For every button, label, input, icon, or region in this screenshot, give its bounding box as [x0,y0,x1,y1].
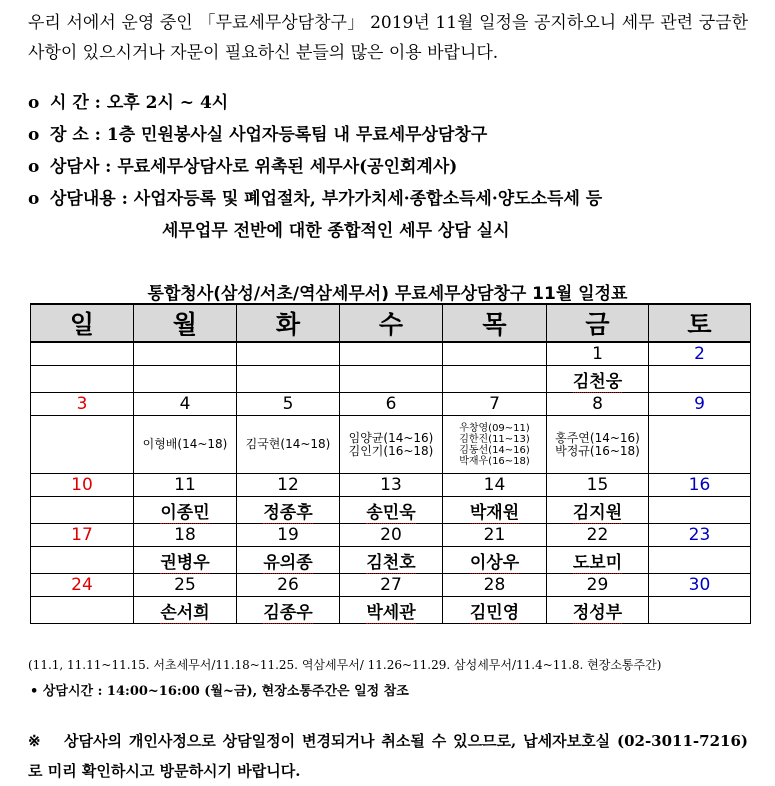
advisor-name: 김한진(11~13) [459,433,530,445]
header-tue: 화 [237,304,340,342]
bullet: o [28,125,40,145]
date-cell [31,342,134,366]
date-cell: 18 [134,524,237,547]
advisor-name: 김천호 [366,552,416,573]
consult-hours [30,680,409,699]
info-time [28,88,228,113]
header-fri: 금 [547,304,649,342]
name-cell [31,416,134,474]
notice [28,726,748,786]
week-2-date-row [31,393,751,416]
weekday-header-row [31,304,751,342]
advisor-name: 박재우(16~18) [459,455,530,467]
bullet: o [28,157,40,177]
name-cell [649,597,751,624]
date-cell [134,342,237,366]
name-cell [31,366,134,393]
advisor-name: 송민욱 [366,502,416,523]
time-text: 시 간 : 오후 2시 ~ 4시 [50,93,229,113]
date-cell [237,342,340,366]
name-cell [443,366,547,393]
name-cell [340,366,443,393]
date-cell: 22 [547,524,649,547]
name-cell [340,416,443,474]
advisor-name: 도보미 [572,552,623,573]
advisor-name: 김종우 [263,602,313,623]
name-cell [443,597,547,624]
week-1-date-row [31,342,751,366]
name-cell [547,497,649,524]
consult-hours-text: 상담시간 : 14:00~16:00 (월~금), 현장소통주간은 일정 참조 [42,684,409,699]
date-cell-saturday: 16 [649,474,751,497]
header-mon: 월 [134,304,237,342]
header-sat: 토 [649,304,751,342]
date-cell: 28 [443,574,547,597]
name-cell [340,547,443,574]
date-cell [443,342,547,366]
name-cell [31,547,134,574]
notice-text: 상담사의 개인사정으로 상담일정이 변경되거나 취소될 수 있으므로, 납세자보호실 (02-3011-7216)로 미리 확인하시고 방문하시기 바랍니다. [28,732,748,780]
date-cell: 12 [237,474,340,497]
week-4-date-row [31,524,751,547]
info-content-continued: 세무업무 전반에 대한 종합적인 세무 상담 실시 [162,221,510,241]
advisor-name: 박세관 [366,602,416,623]
name-cell [237,597,340,624]
advisor-name: 이종민 [160,502,210,523]
advisor-text: 상담사 : 무료세무상담사로 위촉된 세무사(공인회계사) [50,157,458,177]
date-cell: 5 [237,393,340,416]
date-cell-sunday: 10 [31,474,134,497]
date-cell-sunday: 24 [31,574,134,597]
name-cell [443,497,547,524]
advisor-name: 김민영 [469,602,520,623]
week-2-name-row [31,416,751,474]
advisor-name: 임양균(14~16) [348,430,434,445]
name-cell [134,597,237,624]
date-cell-saturday: 2 [649,342,751,366]
place-text: 장 소 : 1층 민원봉사실 사업자등록팀 내 무료세무상담창구 [50,125,488,145]
intro-paragraph: 우리 서에서 운영 중인 「무료세무상담창구」 2019년 11월 일정을 공지하오니 세무 관련 궁금한 사항이 있으시거나 자문이 필요하신 분들의 많은 이용 바랍니다. [28,13,748,63]
name-cell [237,497,340,524]
advisor-name: 김동선(14~16) [459,444,530,456]
date-cell: 25 [134,574,237,597]
name-cell [443,547,547,574]
date-cell-saturday: 30 [649,574,751,597]
calendar-title: 통합청사(삼성/서초/역삼세무서) 무료세무상담창구 11월 일정표 [147,284,628,304]
name-cell [547,416,649,474]
info-content [28,184,602,209]
advisor-name: 박재원 [469,502,520,523]
advisor-name: 박정규(16~18) [555,443,640,458]
week-3-date-row [31,474,751,497]
week-3-name-row [31,497,751,524]
name-cell [134,547,237,574]
name-cell [443,416,547,474]
date-cell: 26 [237,574,340,597]
date-cell-saturday: 23 [649,524,751,547]
advisor-name: 정종후 [263,502,313,523]
name-cell [134,366,237,393]
info-advisor [28,152,457,177]
date-cell: 8 [547,393,649,416]
week-5-date-row [31,574,751,597]
date-cell: 4 [134,393,237,416]
name-cell [31,597,134,624]
date-cell: 7 [443,393,547,416]
bullet: • [30,684,39,699]
advisor-name: 김인기(16~18) [348,443,434,458]
date-cell: 27 [340,574,443,597]
date-cell: 14 [443,474,547,497]
content-text: 상담내용 : 사업자등록 및 폐업절차, 부가가치세·종합소득세·양도소득세 등 [50,189,603,209]
advisor-name: 홍주연(14~16) [555,430,640,445]
bullet: o [28,93,40,113]
header-sun: 일 [31,304,134,342]
date-cell-saturday: 9 [649,393,751,416]
name-cell [649,366,751,393]
advisor-name: 손서희 [160,602,210,623]
info-place [28,120,487,145]
name-cell [134,497,237,524]
week-1-name-row [31,366,751,393]
name-cell [237,547,340,574]
name-cell [649,416,751,474]
name-cell [31,497,134,524]
date-cell: 21 [443,524,547,547]
name-cell [649,547,751,574]
date-cell: 19 [237,524,340,547]
date-cell: 20 [340,524,443,547]
advisor-name: 김천웅 [572,371,623,392]
date-cell: 15 [547,474,649,497]
week-5-name-row [31,597,751,624]
advisor-name: 정성부 [572,602,623,623]
week-4-name-row [31,547,751,574]
advisor-name: 김국현(14~18) [245,437,331,451]
period-note: (11.1, 11.11~11.15. 서초세무서/11.18~11.25. 역삼세무서/ 11.26~11.29. 삼성세무서/11.4~11.8. 현장소통주간) [28,658,662,672]
name-cell [340,597,443,624]
date-cell-sunday: 3 [31,393,134,416]
name-cell [547,597,649,624]
header-thu: 목 [443,304,547,342]
name-cell [134,416,237,474]
date-cell-sunday: 17 [31,524,134,547]
advisor-name: 권병우 [160,552,210,573]
advisor-name: 이상우 [469,552,520,573]
name-cell [237,366,340,393]
name-cell [547,547,649,574]
date-cell: 11 [134,474,237,497]
advisor-name: 유의종 [263,552,313,573]
bullet: o [28,189,40,209]
date-cell: 29 [547,574,649,597]
schedule-table [30,303,751,624]
name-cell [547,366,649,393]
name-cell [237,416,340,474]
date-cell: 1 [547,342,649,366]
name-cell [340,497,443,524]
date-cell: 6 [340,393,443,416]
date-cell [340,342,443,366]
header-wed: 수 [340,304,443,342]
advisor-name: 우창영(09~11) [459,422,530,434]
advisor-name: 이형배(14~18) [142,437,228,451]
advisor-name: 김지원 [572,502,623,523]
name-cell [649,497,751,524]
date-cell: 13 [340,474,443,497]
reference-mark: ※ [28,732,41,750]
